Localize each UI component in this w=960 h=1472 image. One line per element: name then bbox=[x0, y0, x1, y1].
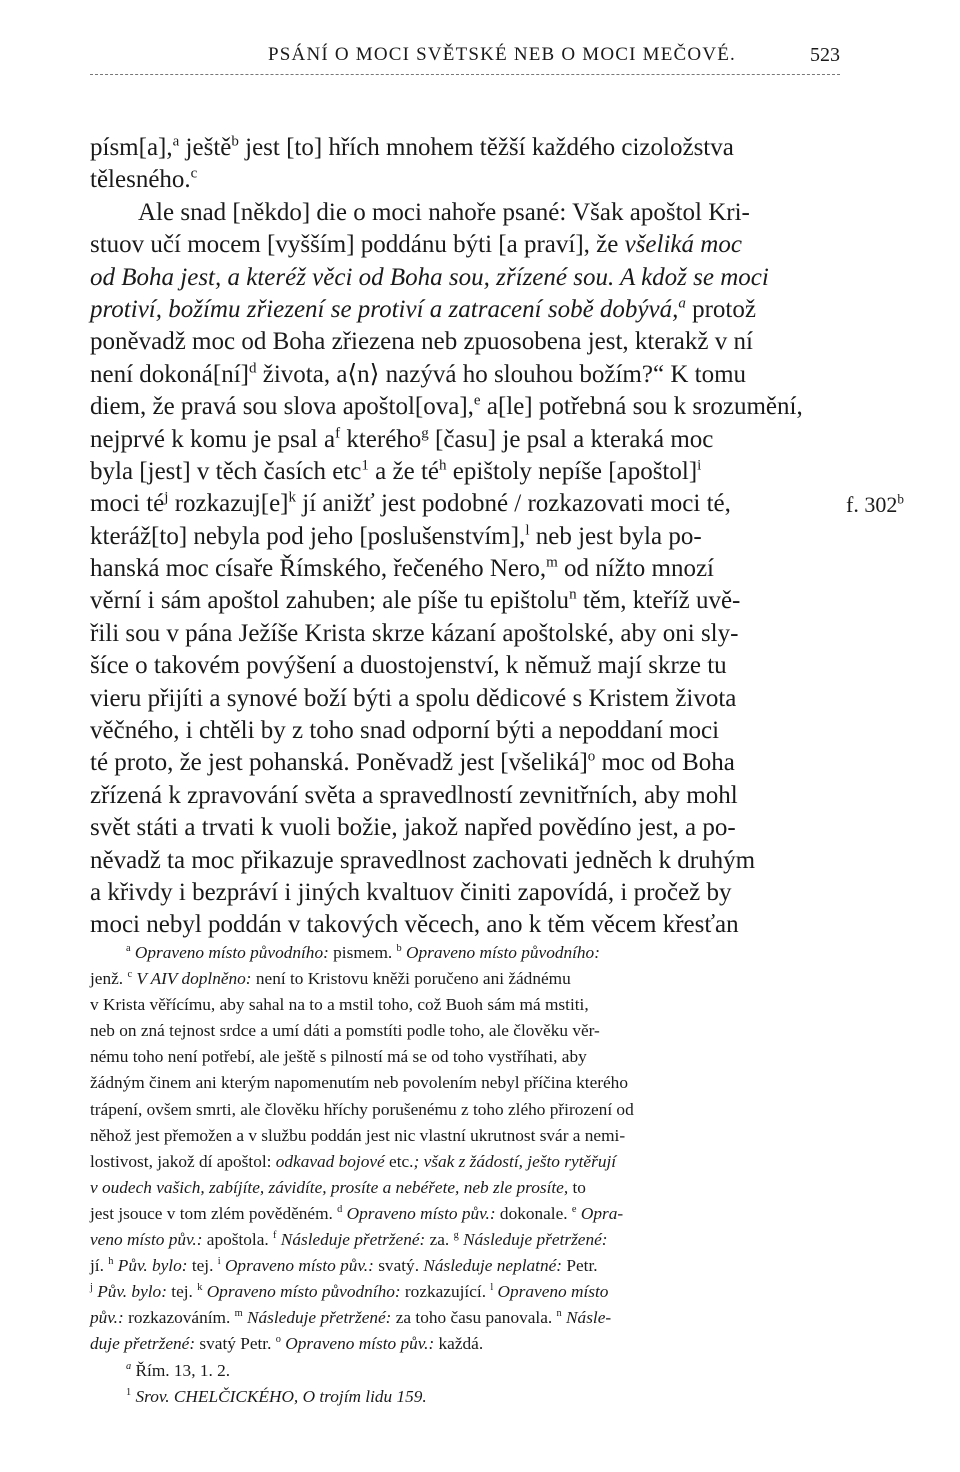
body-line bbox=[90, 488, 840, 520]
note-marker: j bbox=[90, 1282, 93, 1294]
text-run: neb on zná tejnost srdce a umí dáti a pomstíti podle toho, ale člověku věr- bbox=[90, 1021, 600, 1041]
footnote-line bbox=[90, 966, 840, 992]
body-line bbox=[90, 877, 840, 909]
italic-text: ; však z žádostí, ješto rytěřují bbox=[413, 1151, 617, 1171]
note-marker: c bbox=[190, 166, 198, 183]
text-run: něhož jest přemožen a v službu poddán jest nic vlastní ukrutnost svár a nemi- bbox=[90, 1125, 626, 1145]
italic-text: Srov. CHELČICKÉHO, O trojím lidu 159. bbox=[131, 1386, 427, 1406]
body-line bbox=[90, 585, 840, 617]
body-line bbox=[90, 456, 840, 488]
footnote-line bbox=[90, 1175, 840, 1201]
note-marker: k bbox=[197, 1282, 203, 1294]
note-marker: b bbox=[231, 133, 239, 150]
text-run: jenž. bbox=[90, 969, 128, 989]
footnote-line bbox=[90, 1384, 840, 1410]
text-run: jí. bbox=[90, 1256, 109, 1276]
note-marker: 1 bbox=[126, 1386, 132, 1398]
italic-text: od Boha jest, a kteréž věci od Boha sou, zřízené sou. A kdož se moci bbox=[90, 263, 769, 291]
body-line bbox=[90, 683, 840, 715]
text-run: v Krista věřícímu, aby sahal na to a mstil toho, což Buoh sám má mstiti, bbox=[90, 995, 589, 1015]
text-run: poněvadž moc od Boha zřiezena neb zpuosobena jest, kterakž v ní bbox=[90, 328, 753, 356]
note-marker: n bbox=[556, 1308, 562, 1320]
text-run: diem, že pravá sou slova apoštol[ova], bbox=[90, 393, 474, 421]
note-marker: a bbox=[172, 133, 180, 150]
note-marker: g bbox=[453, 1230, 459, 1242]
footnote-line bbox=[90, 1331, 840, 1357]
note-marker: i bbox=[217, 1256, 221, 1268]
text-run: kteráž[to] nebyla pod jeho [poslušenstvím], bbox=[90, 522, 526, 550]
footnote-line bbox=[90, 1253, 840, 1279]
running-head bbox=[90, 44, 840, 74]
footnote-line bbox=[90, 1018, 840, 1044]
running-head-title: PSÁNÍ O MOCI SVĚTSKÉ NEB O MOCI MEČOVÉ. bbox=[268, 44, 736, 65]
text-run: kterého bbox=[340, 425, 422, 453]
text-run: pismem. bbox=[328, 943, 397, 962]
text-run: tej. bbox=[166, 1282, 198, 1302]
note-marker: o bbox=[275, 1334, 281, 1346]
text-run: neb jest byla po- bbox=[529, 522, 702, 550]
body-line bbox=[90, 715, 840, 747]
footnote-line bbox=[90, 1070, 840, 1096]
text-run: řili sou v pána Ježíše Krista skrze kázaní apoštolské, aby oni sly- bbox=[90, 619, 739, 647]
margin-folio-note bbox=[846, 489, 904, 521]
text-run: stuov učí mocem [vyšším] poddánu býti [a praví], že bbox=[90, 231, 625, 259]
body-line bbox=[90, 424, 840, 456]
footnote-line bbox=[90, 1279, 840, 1305]
italic-text: pův.: bbox=[90, 1308, 124, 1328]
italic-text: odkavad bojové bbox=[275, 1151, 385, 1171]
italic-text: Pův. bylo: bbox=[113, 1256, 188, 1276]
body-line bbox=[90, 359, 840, 391]
text-run: moci nebyl poddán v takových věcech, ano k těm věcem křesťan bbox=[90, 911, 739, 939]
note-marker: d bbox=[337, 1204, 343, 1216]
text-run: svět státi a trvati k vuoli božie, jakož napřed povědíno jest, a po- bbox=[90, 814, 736, 842]
note-marker: 1 bbox=[361, 457, 369, 474]
main-text bbox=[90, 132, 840, 942]
note-marker: g bbox=[421, 425, 429, 442]
text-run: epištoly nepíše [apoštol] bbox=[446, 457, 698, 485]
note-marker: a bbox=[126, 1360, 132, 1372]
body-line bbox=[90, 747, 840, 779]
body-line bbox=[90, 780, 840, 812]
italic-text: Opraveno místo původního: bbox=[130, 943, 329, 962]
body-line bbox=[90, 650, 840, 682]
footnote-line bbox=[90, 1227, 840, 1253]
italic-text: Opraveno místo pův.: bbox=[342, 1203, 496, 1223]
italic-text: Opraveno místo pův.: bbox=[220, 1256, 374, 1276]
text-run: Petr. bbox=[562, 1256, 598, 1276]
body-line bbox=[90, 812, 840, 844]
note-marker: m bbox=[234, 1308, 243, 1320]
note-marker: c bbox=[127, 969, 133, 981]
footnote-line bbox=[90, 992, 840, 1018]
text-run: dokonale. bbox=[495, 1203, 572, 1223]
note-marker: m bbox=[546, 554, 558, 571]
body-line bbox=[90, 229, 840, 261]
italic-text: Opraveno místo původního: bbox=[202, 1282, 401, 1302]
text-run: Řím. 13, 1. 2. bbox=[131, 1360, 231, 1380]
body-line bbox=[90, 521, 840, 553]
note-marker: b bbox=[396, 943, 402, 955]
text-run: nejprvé k komu je psal a bbox=[90, 425, 336, 453]
text-run: etc. bbox=[384, 1151, 414, 1171]
text-run: svatý Petr. bbox=[195, 1334, 276, 1354]
note-marker: h bbox=[108, 1256, 114, 1268]
text-run: a že té bbox=[368, 457, 439, 485]
body-line bbox=[90, 132, 840, 164]
text-run: něvadž ta moc přikazuje spravedlnost zachovati jedněch k druhým bbox=[90, 846, 756, 874]
note-marker: l bbox=[525, 522, 530, 539]
italic-text: Následuje neplatné: bbox=[423, 1256, 563, 1276]
italic-text: Následuje přetržené: bbox=[242, 1308, 392, 1328]
note-marker: d bbox=[248, 360, 257, 377]
body-line bbox=[90, 909, 840, 941]
text-run: jest [to] hřích mnohem těžší každého cizoložstva bbox=[238, 134, 734, 161]
text-run: protož bbox=[685, 295, 756, 323]
text-run: [času] je psal a kteraká moc bbox=[428, 425, 714, 453]
text-run: tej. bbox=[187, 1256, 218, 1276]
note-marker: l bbox=[490, 1282, 494, 1294]
text-run: šíce o takovém povýšení a duostojenství, k němuž mají skrze tu bbox=[90, 652, 727, 680]
text-run: tělesného. bbox=[90, 166, 191, 194]
body-line bbox=[90, 391, 840, 423]
text-run: hanská moc císaře Římského, řečeného Nero, bbox=[90, 555, 547, 583]
text-run: věčného, i chtěli by z toho snad odporní býti a nepoddaní moci bbox=[90, 717, 720, 745]
italic-text: protiví, božímu zřiezení se protiví a zatracení sobě dobývá, bbox=[90, 295, 679, 323]
text-run: té proto, že jest pohanská. Poněvadž jest [všeliká] bbox=[90, 749, 588, 777]
footnote-line bbox=[90, 1044, 840, 1070]
text-run: zřízená k zpravování světa a spravedlností zevnitřních, aby mohl bbox=[90, 781, 738, 809]
text-run: Ale snad [někdo] die o moci nahoře psané: Však apoštol Kri- bbox=[138, 198, 750, 226]
text-run: rozkazuj[e] bbox=[168, 490, 289, 518]
text-run: byla [jest] v těch časích etc bbox=[90, 457, 362, 485]
text-run: moci té bbox=[90, 490, 165, 518]
text-run: věrní i sám apoštol zahuben; ale píše tu epištolu bbox=[90, 587, 570, 615]
body-line bbox=[90, 164, 840, 196]
text-run: a křivdy i bezpráví i jiných kvaltuov činiti zapovídá, i pročež by bbox=[90, 878, 732, 906]
italic-text: veno místo pův.: bbox=[90, 1230, 203, 1250]
text-run: od nížto mnozí bbox=[557, 555, 714, 583]
italic-text: všeliká moc bbox=[624, 231, 742, 259]
footnote-line bbox=[90, 1123, 840, 1149]
note-marker: j bbox=[164, 489, 169, 506]
text-run: za. bbox=[425, 1230, 454, 1250]
text-run: lostivost, jakož dí apoštol: bbox=[90, 1151, 276, 1171]
page-number: 523 bbox=[810, 44, 840, 66]
italic-text: Následuje přetržené: bbox=[276, 1230, 426, 1250]
body-line bbox=[90, 326, 840, 358]
footnote-line bbox=[90, 1305, 840, 1331]
text-run: rozkazující. bbox=[400, 1282, 491, 1302]
italic-text: V AIV doplněno: bbox=[132, 969, 252, 989]
footnote-line bbox=[90, 1358, 840, 1384]
italic-text: v oudech vašich, zabíjíte, závidíte, prosíte a nebéřete, neb zle prosíte, bbox=[90, 1177, 569, 1197]
footnote-line bbox=[90, 1149, 840, 1175]
italic-text: Následuje přetržené: bbox=[458, 1230, 608, 1250]
footnote-line bbox=[90, 940, 840, 966]
margin-folio-side: b bbox=[897, 491, 904, 507]
note-marker: f bbox=[335, 425, 341, 442]
text-run: života, a⟨n⟩ nazývá ho slouhou božím?“ K tomu bbox=[256, 360, 747, 388]
italic-text: duje přetržené: bbox=[90, 1334, 196, 1354]
body-line bbox=[90, 294, 840, 326]
note-marker: k bbox=[288, 489, 297, 506]
text-run: za toho času panovala. bbox=[391, 1308, 557, 1328]
text-run: těm, kteříž uvě- bbox=[576, 587, 741, 615]
body-line bbox=[90, 197, 840, 229]
note-marker: a bbox=[126, 943, 131, 955]
italic-text: Násle- bbox=[561, 1308, 612, 1328]
italic-text: Pův. bylo: bbox=[92, 1282, 167, 1302]
footnote-line bbox=[90, 1201, 840, 1227]
note-marker: h bbox=[439, 457, 447, 474]
text-run: není to Kristovu kněži poručeno ani žádnému bbox=[251, 969, 571, 989]
note-marker: a bbox=[678, 295, 686, 312]
text-run: rozkazováním. bbox=[123, 1308, 235, 1328]
italic-text: Opra- bbox=[576, 1203, 624, 1223]
text-run: vieru přijíti a synové boží býti a spolu dědicové s Kristem života bbox=[90, 684, 737, 712]
footnotes bbox=[90, 940, 840, 1410]
body-line bbox=[90, 553, 840, 585]
italic-text: Opraveno místo bbox=[493, 1282, 609, 1302]
note-marker: e bbox=[473, 392, 481, 409]
text-run: ještě bbox=[179, 134, 232, 161]
italic-text: Opraveno místo původního: bbox=[401, 943, 600, 962]
footnote-line bbox=[90, 1097, 840, 1123]
body-line bbox=[90, 845, 840, 877]
note-marker: n bbox=[569, 587, 577, 604]
body-line bbox=[90, 618, 840, 650]
margin-folio: f. 302 bbox=[846, 492, 898, 517]
note-marker: i bbox=[697, 457, 702, 474]
text-run: a[le] potřebná sou k srozumění, bbox=[480, 393, 803, 421]
text-run: svatý. bbox=[373, 1256, 424, 1276]
text-run: jí anižť jest podobné / rozkazovati moci té, bbox=[296, 490, 731, 518]
text-run: žádným činem ani kterým napomenutím neb povolením nebyl příčina kterého bbox=[90, 1073, 628, 1093]
text-run: není dokoná[ní] bbox=[90, 360, 249, 388]
text-run: nému toho není potřebí, ale ještě s pilností má se od toho vystříhati, aby bbox=[90, 1047, 587, 1067]
note-marker: o bbox=[587, 749, 596, 766]
note-marker: e bbox=[571, 1204, 577, 1216]
body-line bbox=[90, 262, 840, 294]
text-run: trápení, ovšem smrti, ale člověku hříchy porušenému z toho zlého přirození od bbox=[90, 1099, 634, 1119]
note-marker: f bbox=[273, 1230, 277, 1242]
text-run: to bbox=[568, 1177, 586, 1197]
text-run: jest jsouce v tom zlém pověděném. bbox=[90, 1203, 338, 1223]
text-run: apoštola. bbox=[202, 1230, 274, 1250]
header-rule bbox=[90, 74, 840, 75]
text-run: moc od Boha bbox=[595, 749, 735, 777]
italic-text: Opraveno místo pův.: bbox=[280, 1334, 435, 1354]
text-run: každá. bbox=[434, 1334, 484, 1354]
text-run: písm[a], bbox=[90, 134, 173, 161]
